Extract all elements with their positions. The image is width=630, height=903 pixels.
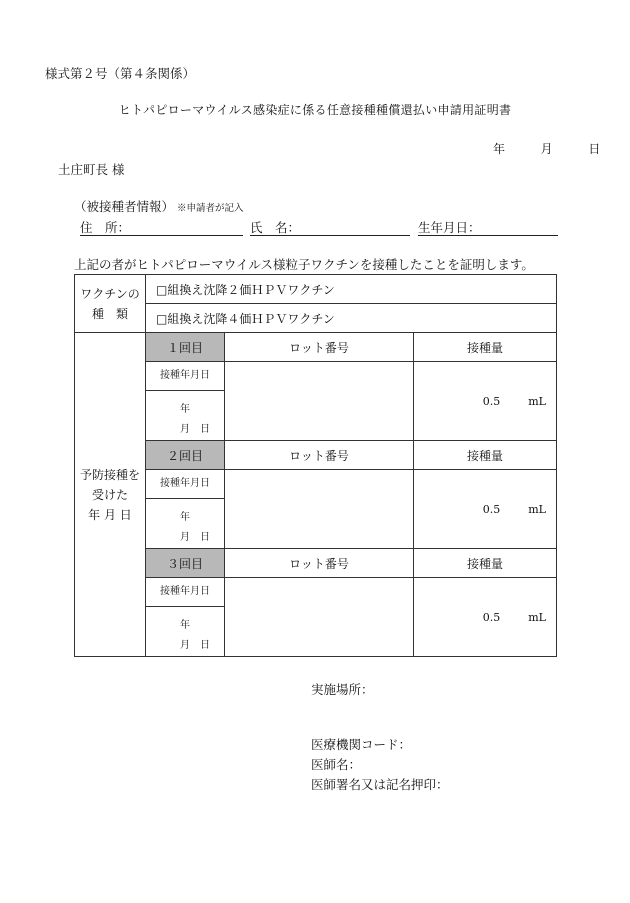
- dose-amount-cell-2: 0.5 mL: [414, 470, 557, 549]
- certification-statement: 上記の者がヒトパピローマウイルス様粒子ワクチンを接種したことを証明します。: [74, 257, 534, 272]
- vaccination-date-cell-1[interactable]: 接種年月日 年 月 日: [146, 362, 225, 441]
- lot-number-header-3: ロット番号: [225, 549, 414, 578]
- info-heading-label: （被接種者情報）: [74, 199, 175, 214]
- info-note: ※申請者が記入: [177, 203, 244, 214]
- document-title: ヒトパピローマウイルス感染症に係る任意接種種償還払い申請用証明書: [118, 103, 512, 117]
- date-line: [493, 140, 600, 157]
- vaccine-option-quadrivalent[interactable]: □組換え沈降４価ＨＰＶワクチン: [146, 304, 557, 333]
- lot-number-header-1: ロット番号: [225, 333, 414, 362]
- lot-number-cell-3[interactable]: [225, 578, 414, 657]
- dose-amount-header-1: 接種量: [414, 333, 557, 362]
- lot-number-cell-1[interactable]: [225, 362, 414, 441]
- recipient: 土庄町長 様: [58, 162, 125, 177]
- date-day: 日: [588, 142, 601, 156]
- dose-amount-cell-3: 0.5 mL: [414, 578, 557, 657]
- birthdate-label: 生年月日：: [418, 220, 481, 235]
- info-heading: [74, 197, 244, 215]
- dose-label-3: ３回目: [146, 549, 225, 578]
- site-label: 実施場所：: [311, 682, 374, 697]
- lot-number-cell-2[interactable]: [225, 470, 414, 549]
- name-label: 氏 名：: [250, 220, 301, 235]
- dose-amount-header-3: 接種量: [414, 549, 557, 578]
- date-year: 年: [493, 142, 506, 156]
- date-month: 月: [540, 142, 553, 156]
- form-number: 様式第２号（第４条関係）: [45, 66, 196, 81]
- vaccine-type-header: ワクチンの 種 類: [75, 275, 146, 333]
- dose-amount-cell-1: 0.5 mL: [414, 362, 557, 441]
- vaccination-date-cell-2[interactable]: 接種年月日 年 月 日: [146, 470, 225, 549]
- vaccination-date-header: 予防接種を 受けた 年 月 日: [75, 333, 146, 657]
- institution-code-label: 医療機関コード：: [311, 737, 412, 752]
- vaccination-date-cell-3[interactable]: 接種年月日 年 月 日: [146, 578, 225, 657]
- doctor-name-label: 医師名：: [311, 757, 362, 772]
- dose-label-1: １回目: [146, 333, 225, 362]
- doctor-signature-label: 医師署名又は記名押印：: [311, 777, 449, 792]
- vaccine-option-bivalent[interactable]: □組換え沈降２価ＨＰＶワクチン: [146, 275, 557, 304]
- lot-number-header-2: ロット番号: [225, 441, 414, 470]
- vaccination-table: [74, 274, 557, 657]
- address-label: 住 所：: [80, 220, 131, 235]
- dose-amount-header-2: 接種量: [414, 441, 557, 470]
- address-field[interactable]: [80, 218, 130, 234]
- birthdate-field[interactable]: [418, 218, 481, 234]
- dose-label-2: ２回目: [146, 441, 225, 470]
- name-field[interactable]: [250, 218, 300, 234]
